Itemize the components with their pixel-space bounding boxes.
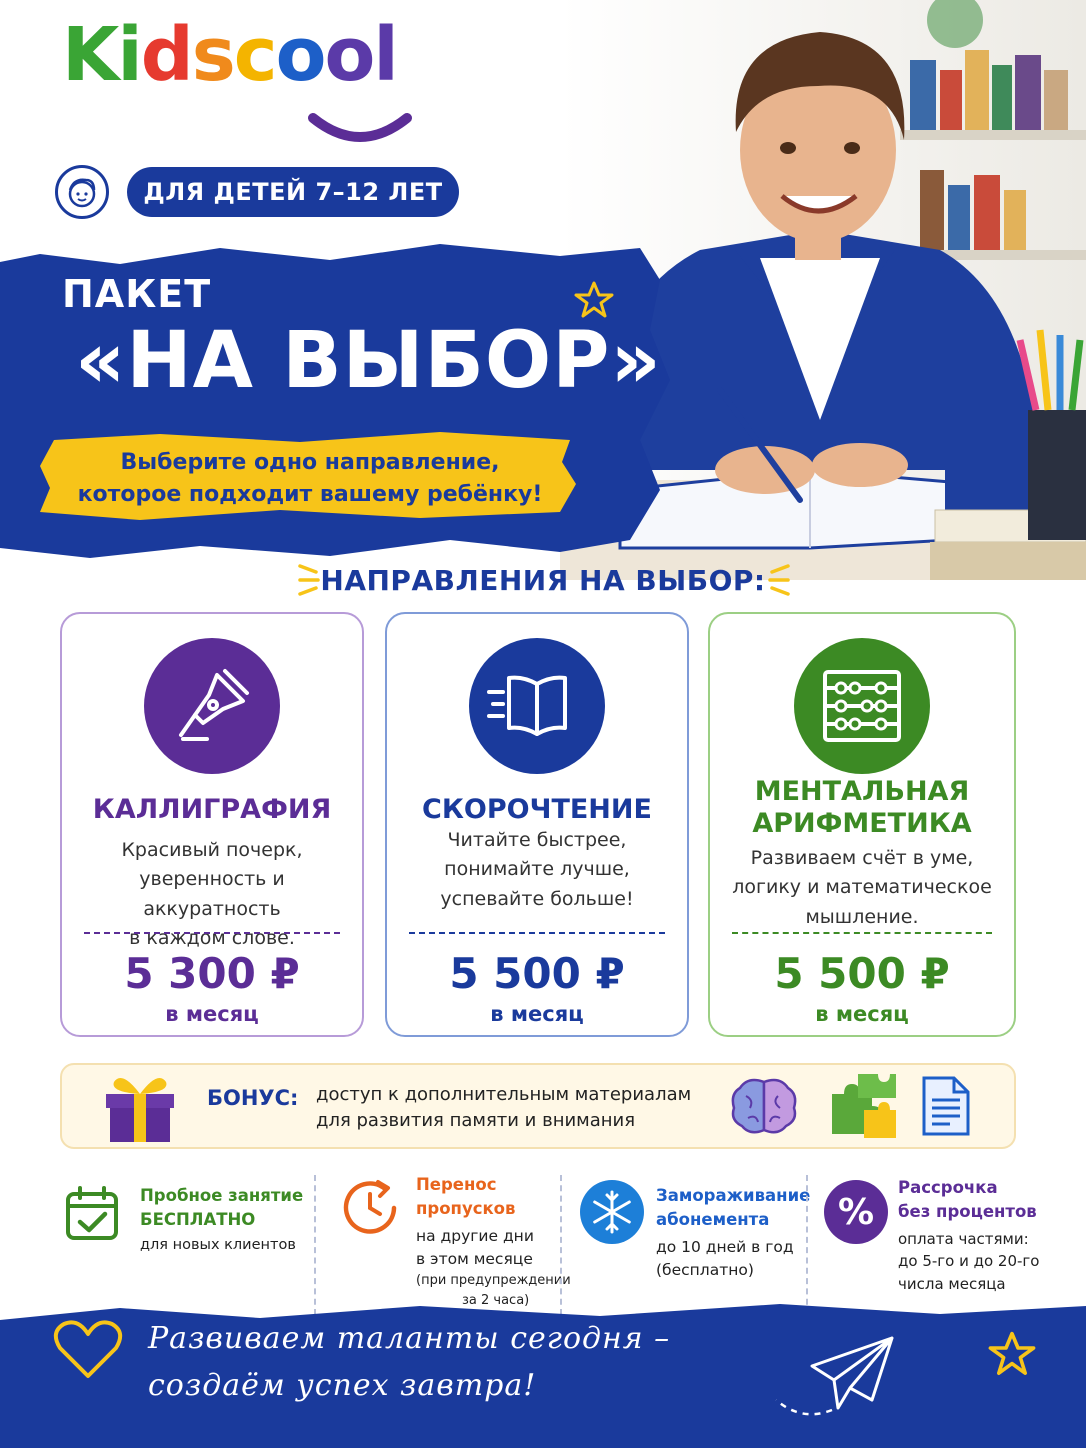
feature-sub: (бесплатно) <box>656 1261 754 1280</box>
open-book-icon <box>469 638 605 774</box>
card-description <box>397 826 677 914</box>
pen-nib-icon <box>144 638 280 774</box>
direction-card-speed-reading[interactable] <box>385 612 689 1037</box>
bonus-line: для развития памяти и внимания <box>316 1110 636 1132</box>
snowflake-icon <box>580 1180 644 1244</box>
desc-line: уверенность и аккуратность <box>139 868 285 920</box>
paper-plane-icon <box>772 1330 902 1430</box>
feature-title: Рассрочка <box>898 1178 998 1197</box>
star-icon <box>574 280 614 320</box>
desc-line: успевайте больше! <box>440 887 634 910</box>
feature-title: Пробное занятие <box>140 1186 304 1205</box>
logo-letter: o <box>324 12 374 98</box>
card-description <box>720 844 1004 932</box>
desc-line: понимайте лучше, <box>444 858 630 881</box>
feature-title: Перенос <box>416 1175 497 1194</box>
separator <box>806 1175 808 1315</box>
logo-letter: l <box>373 12 397 98</box>
card-title <box>710 776 1014 841</box>
clock-arrow-icon <box>338 1174 404 1240</box>
smile-icon <box>305 108 415 148</box>
card-title: КАЛЛИГРАФИЯ <box>92 794 332 825</box>
card-title-line: МЕНТАЛЬНАЯ <box>754 776 970 807</box>
card-period: в месяц <box>815 1002 909 1026</box>
feature-title: пропусков <box>416 1198 516 1218</box>
card-description <box>72 836 352 954</box>
tagline <box>70 447 550 511</box>
feature-installments <box>898 1176 1040 1295</box>
child-face-icon <box>55 165 109 219</box>
desc-line: логику и математическое <box>732 876 992 899</box>
feature-sub: в этом месяце <box>416 1250 533 1269</box>
desc-line: в каждом слове. <box>129 927 295 950</box>
direction-card-mental-arithmetic[interactable] <box>708 612 1016 1037</box>
bonus-line: доступ к дополнительным материалам <box>316 1084 692 1105</box>
bonus-text <box>316 1082 691 1134</box>
card-price: 5 300 ₽ <box>124 949 300 998</box>
feature-title: без процентов <box>898 1201 1037 1221</box>
feature-sub: до 10 дней в год <box>656 1237 794 1256</box>
card-title-line: АРИФМЕТИКА <box>752 808 972 840</box>
calendar-check-icon <box>62 1184 122 1244</box>
slogan-line: Развиваем таланты сегодня – <box>148 1321 671 1356</box>
package-title: «НА ВЫБОР» <box>75 316 662 406</box>
gift-icon <box>100 1068 180 1144</box>
feature-sub: (при предупреждении <box>416 1273 571 1289</box>
document-icon <box>918 1074 974 1138</box>
star-icon <box>988 1330 1036 1378</box>
feature-sub: для новых клиентов <box>140 1236 296 1253</box>
logo-letter: d <box>140 12 192 98</box>
divider <box>84 932 340 934</box>
package-label: ПАКЕТ <box>62 272 212 316</box>
desc-line: мышление. <box>805 905 919 928</box>
spark-right-icon <box>762 560 792 600</box>
brain-icon <box>728 1074 800 1138</box>
logo-letter: s <box>191 12 234 98</box>
divider <box>409 932 665 934</box>
abacus-icon <box>794 638 930 774</box>
feature-sub: на другие дни <box>416 1226 534 1245</box>
feature-title: БЕСПЛАТНО <box>140 1209 256 1229</box>
desc-line: Развиваем счёт в уме, <box>750 847 974 869</box>
feature-title: Замораживание <box>656 1186 811 1205</box>
direction-card-calligraphy[interactable] <box>60 612 364 1037</box>
tagline-line: Выберите одно направление, <box>120 450 500 475</box>
separator <box>314 1175 316 1315</box>
directions-heading: НАПРАВЛЕНИЯ НА ВЫБОР: <box>320 564 766 597</box>
kidscool-logo <box>62 12 397 98</box>
feature-freeze <box>656 1184 810 1282</box>
age-badge: ДЛЯ ДЕТЕЙ 7–12 ЛЕТ <box>127 167 459 217</box>
card-price: 5 500 ₽ <box>774 949 950 998</box>
card-period: в месяц <box>490 1002 584 1026</box>
feature-sub: до 5-го и до 20-го <box>898 1252 1040 1271</box>
slogan <box>148 1316 670 1409</box>
feature-title: абонемента <box>656 1209 770 1229</box>
feature-sub: числа месяца <box>898 1274 1006 1293</box>
feature-trial <box>140 1184 303 1257</box>
desc-line: Красивый почерк, <box>121 839 303 861</box>
logo-letter: i <box>117 12 141 98</box>
separator <box>560 1175 562 1315</box>
card-price: 5 500 ₽ <box>449 949 625 998</box>
percent-icon: % <box>824 1180 888 1244</box>
divider <box>732 932 992 934</box>
slogan-line: создаём успех завтра! <box>148 1367 537 1403</box>
logo-letter: K <box>62 12 118 98</box>
feature-sub: за 2 часа) <box>462 1292 530 1308</box>
feature-sub: оплата частями: <box>898 1229 1029 1248</box>
tagline-line: которое подходит вашему ребёнку! <box>77 481 543 507</box>
logo-letter: o <box>275 12 325 98</box>
puzzle-icon <box>824 1072 898 1140</box>
heart-icon <box>52 1318 124 1382</box>
feature-rescheduling <box>416 1173 571 1310</box>
logo-letter: c <box>233 12 276 98</box>
card-title: СКОРОЧТЕНИЕ <box>422 794 652 825</box>
bonus-label: БОНУС: <box>207 1086 299 1110</box>
card-period: в месяц <box>165 1002 259 1026</box>
desc-line: Читайте быстрее, <box>447 829 627 851</box>
